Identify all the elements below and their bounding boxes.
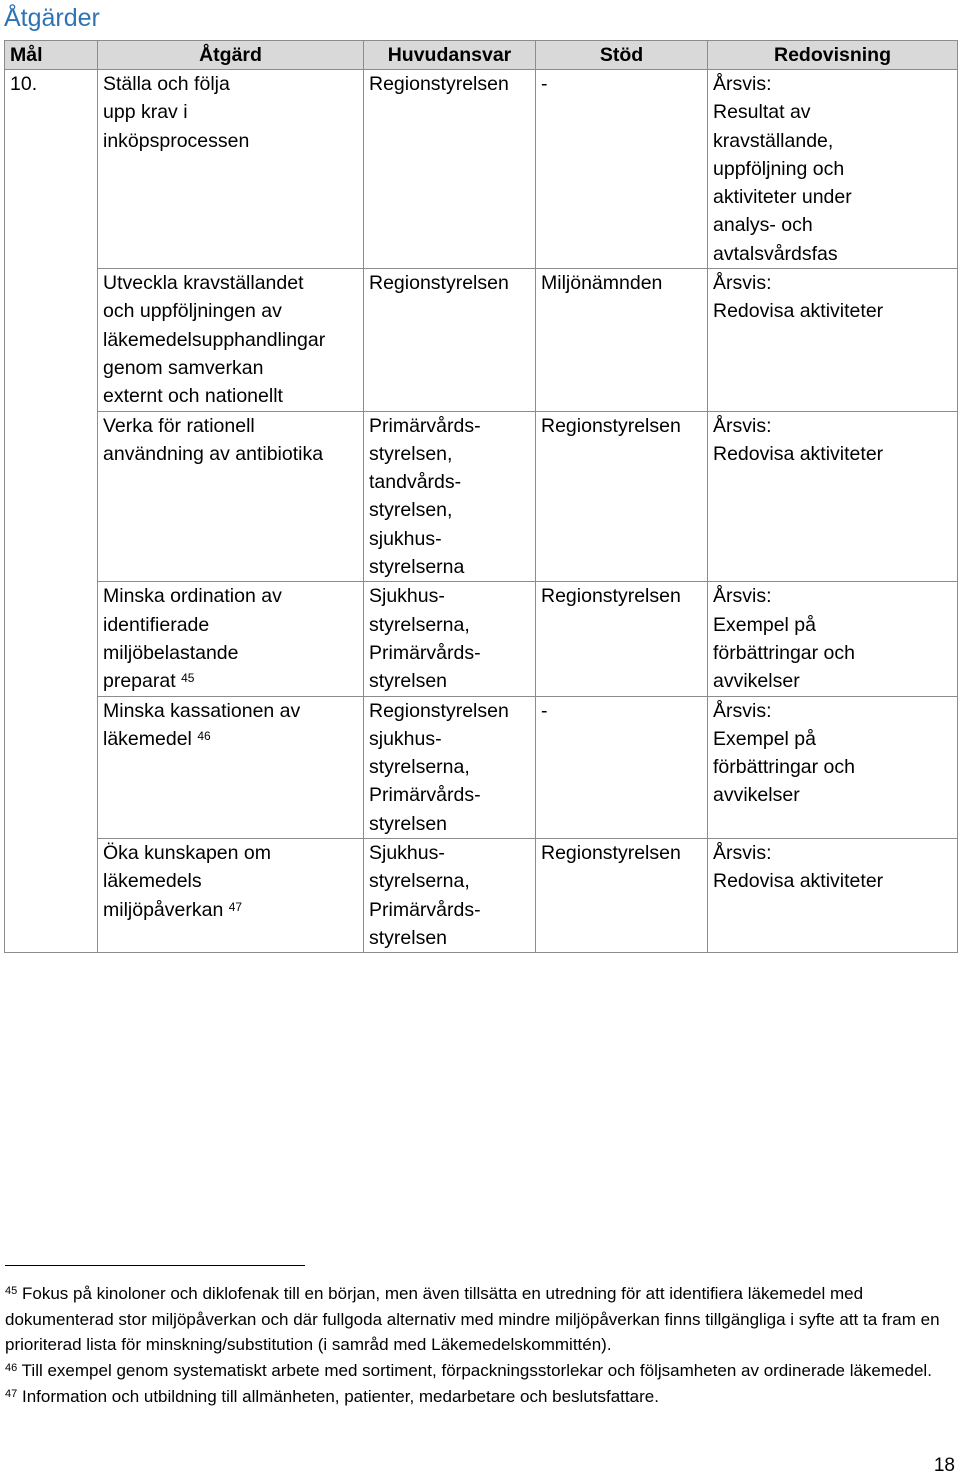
page-number: 18 (933, 1455, 955, 1476)
measure-text: Utveckla kravställandet och uppföljningen av läkemedelsupphandlingar genom samverkan externt och nationellt (103, 272, 326, 408)
footnote-ref: 45 (181, 671, 195, 686)
responsible-text: Regionstyrelsen sjukhus- styrelserna, Primärvårds- styrelsen (369, 699, 509, 835)
footnote-text: Till exempel genom systematiskt arbete med sortiment, förpackningsstorlekar och följsamheten av ordinerade läkemedel. (21, 1361, 932, 1381)
footnote (5, 1358, 957, 1384)
responsible-text: Sjukhus- styrelserna, Primärvårds- styrelsen (369, 842, 481, 949)
support-text: - (541, 699, 548, 722)
footnote-number: 46 (5, 1362, 18, 1375)
table-header-row (5, 41, 958, 70)
measures-table (4, 40, 958, 953)
cell-atgard (98, 696, 364, 838)
reporting-frequency: Årsvis: (713, 414, 772, 437)
reporting-frequency: Årsvis: (713, 585, 772, 608)
cell-huvudansvar (364, 269, 536, 411)
measure-text: Öka kunskapen om läkemedels miljöpåverkan (103, 842, 272, 921)
table-row (5, 582, 958, 696)
cell-redovisning (708, 269, 958, 411)
responsible-text: Regionstyrelsen (369, 73, 509, 95)
cell-huvudansvar (364, 411, 536, 582)
footnote-ref: 47 (228, 899, 243, 914)
support-text: Regionstyrelsen (541, 414, 681, 437)
table-row (5, 269, 958, 411)
support-text: Miljönämnden (541, 272, 663, 295)
reporting-text: Redovisa aktiviteter (713, 870, 884, 893)
reporting-frequency: Årsvis: (713, 272, 772, 295)
cell-atgard (98, 411, 364, 582)
reporting-text: Redovisa aktiviteter (713, 300, 884, 323)
reporting-text: Redovisa aktiviteter (713, 442, 884, 465)
cell-stod (536, 582, 708, 696)
header-mal: Mål (5, 41, 98, 70)
header-redovisning: Redovisning (708, 41, 958, 70)
footnote-text: Fokus på kinoloner och diklofenak till en början, men även tillsätta en utredning för att identifiera läkemedel med dokumenterad stor miljöpåverkan och där fullgoda alternativ med mindre miljöpåverkan finns tillgängliga i syfte att ta fram en prioriterad lista för minskning/substitution (i samråd med Läkemedelskommittén). (5, 1284, 940, 1355)
cell-redovisning (708, 696, 958, 838)
cell-atgard (98, 582, 364, 696)
cell-atgard (98, 839, 364, 953)
measure-text: Ställa och följa upp krav i inköpsprocessen (103, 73, 250, 152)
cell-huvudansvar (364, 582, 536, 696)
cell-huvudansvar (364, 839, 536, 953)
header-atgard: Åtgärd (98, 41, 364, 70)
reporting-text: Resultat av kravställande, uppföljning och aktiviteter under analys- och avtalsvårdsfas (713, 101, 852, 265)
reporting-frequency: Årsvis: (713, 842, 772, 865)
cell-atgard (98, 70, 364, 269)
header-huvudansvar: Huvudansvar (364, 41, 536, 70)
cell-huvudansvar (364, 70, 536, 269)
reporting-text: Exempel på förbättringar och avvikelser (713, 727, 855, 807)
footnote-number: 45 (5, 1285, 18, 1297)
table-row (5, 411, 958, 582)
goal-number: 10. (5, 70, 98, 953)
table-row (5, 839, 958, 953)
reporting-frequency: Årsvis: (713, 73, 772, 95)
footnotes (5, 1281, 957, 1410)
cell-huvudansvar (364, 696, 536, 838)
footnote-number: 47 (5, 1387, 18, 1400)
header-stod: Stöd (536, 41, 708, 70)
footnote-text: Information och utbildning till allmänheten, patienter, medarbetare och beslutsfattare. (21, 1386, 659, 1406)
cell-redovisning (708, 582, 958, 696)
support-text: Regionstyrelsen (541, 585, 681, 608)
footnote (5, 1384, 957, 1410)
cell-stod (536, 696, 708, 838)
footnote-ref: 46 (197, 728, 211, 743)
cell-atgard (98, 269, 364, 411)
support-text: - (541, 73, 548, 95)
cell-redovisning (708, 839, 958, 953)
cell-redovisning (708, 411, 958, 582)
cell-stod (536, 70, 708, 269)
reporting-text: Exempel på förbättringar och avvikelser (713, 613, 855, 693)
measure-text: Minska kassationen av läkemedel (103, 699, 301, 750)
table-row (5, 696, 958, 838)
responsible-text: Primärvårds- styrelsen, tandvårds- styrelsen, sjukhus- styrelserna (369, 414, 481, 579)
table-row (5, 70, 958, 269)
cell-stod (536, 269, 708, 411)
measure-text: Minska ordination av identifierade miljöbelastande preparat (103, 585, 282, 693)
table-body (5, 70, 958, 953)
footnote-separator (5, 1265, 305, 1266)
responsible-text: Sjukhus- styrelserna, Primärvårds- styrelsen (369, 585, 481, 693)
support-text: Regionstyrelsen (541, 842, 681, 865)
footnote (5, 1281, 957, 1358)
cell-stod (536, 411, 708, 582)
reporting-frequency: Årsvis: (713, 699, 772, 722)
cell-stod (536, 839, 708, 953)
responsible-text: Regionstyrelsen (369, 272, 509, 295)
measure-text: Verka för rationell användning av antibiotika (103, 414, 324, 465)
cell-redovisning (708, 70, 958, 269)
section-heading: Åtgärder (4, 4, 100, 32)
